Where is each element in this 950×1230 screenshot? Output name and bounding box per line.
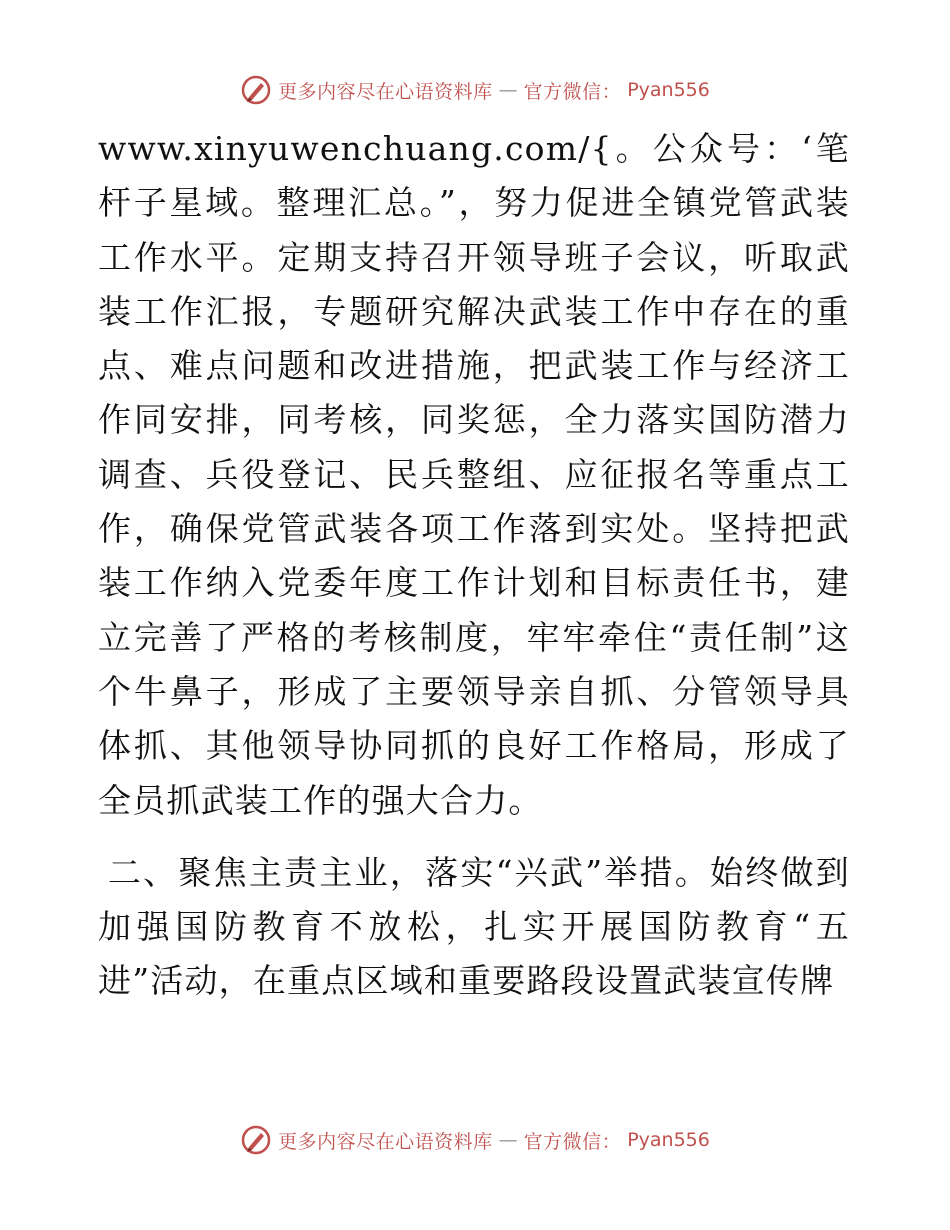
watermark-handle: Pyan556 <box>627 1129 710 1151</box>
header-watermark <box>0 70 950 110</box>
pen-logo-icon <box>240 1124 272 1156</box>
watermark-label: 官方微信： <box>523 1130 622 1153</box>
watermark-text: 更多内容尽在心语资料库 <box>278 80 493 103</box>
footer-watermark <box>0 1120 950 1160</box>
paragraph-1: www.xinyuwenchuang.com/{。公众号：‘笔杆子星域。整理汇总。”，努力促进全镇党管武装工作水平。定期支持召开领导班子会议，听取武装工作汇报，专题研究解决武装工作中存在的重点、难点问题和改进措施，把武装工作与经济工作同安排，同考核，同奖惩，全力落实国防潜力调查、兵役登记、民兵整组、应征报名等重点工作，确保党管武装各项工作落到实处。坚持把武装工作纳入党委年度工作计划和目标责任书，建立完善了严格的考核制度，牢牢牵住“责任制”这个牛鼻子，形成了主要领导亲自抓、分管领导具体抓、其他领导协同抓的良好工作格局，形成了全员抓武装工作的强大合力。 <box>98 129 850 820</box>
paragraph-2: 二、聚焦主责主业，落实“兴武”举措。始终做到加强国防教育不放松，扎实开展国防教育“五进”活动，在重点区域和重要路段设置武装宣传牌 <box>98 852 850 1001</box>
document-body <box>98 122 850 1009</box>
pen-logo-icon <box>240 74 272 106</box>
watermark-dash: — <box>498 1129 518 1151</box>
watermark-label: 官方微信： <box>523 80 622 103</box>
watermark-text: 更多内容尽在心语资料库 <box>278 1130 493 1153</box>
watermark-handle: Pyan556 <box>627 79 710 101</box>
watermark-dash: — <box>498 79 518 101</box>
